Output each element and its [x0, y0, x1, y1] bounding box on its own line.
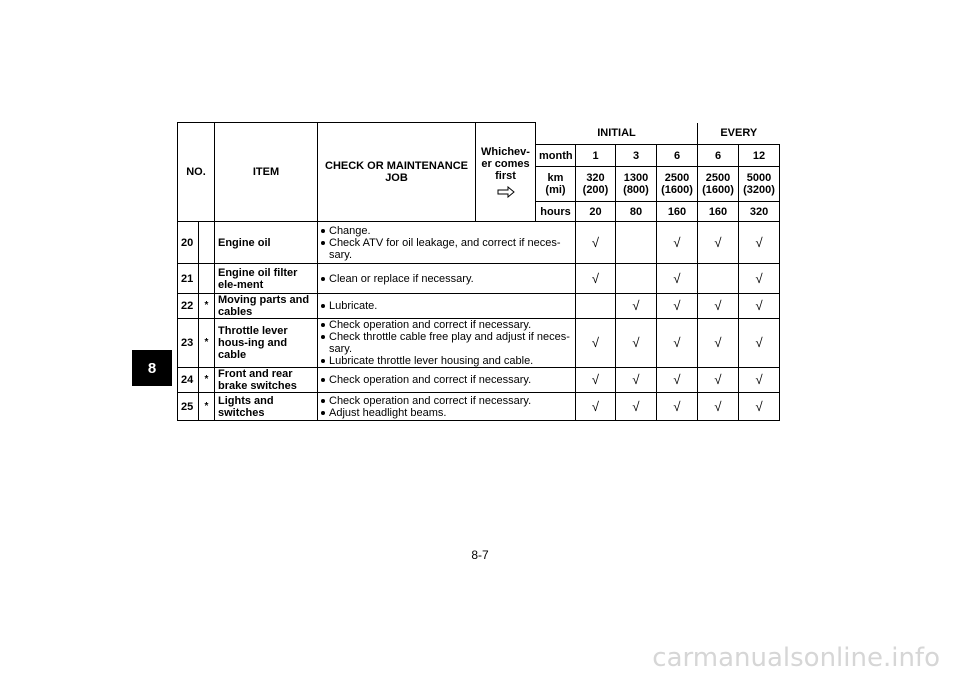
header-month-5: 12: [739, 145, 780, 167]
check-mark-cell: √: [739, 264, 780, 294]
check-mark-cell: √: [576, 319, 616, 368]
check-mark-cell: √: [698, 222, 739, 264]
header-hours-5: 320: [739, 202, 780, 222]
header-month-3: 6: [657, 145, 698, 167]
row-dealer-mark: *: [199, 294, 215, 319]
header-every: EVERY: [698, 123, 780, 145]
job-list: [321, 374, 572, 386]
job-list-item: Check operation and correct if necessary.: [321, 319, 572, 331]
check-mark-cell: √: [657, 294, 698, 319]
header-month-1: 1: [576, 145, 616, 167]
check-mark-cell: √: [657, 368, 698, 393]
header-km-1: 320 (200): [576, 167, 616, 202]
job-list-item: Check operation and correct if necessary.: [321, 374, 572, 386]
job-list: [321, 319, 572, 367]
job-list-item: Lubricate.: [321, 300, 572, 312]
row-number: 23: [178, 319, 199, 368]
check-mark-cell: √: [698, 393, 739, 421]
header-km-3: 2500 (1600): [657, 167, 698, 202]
table-row: [178, 294, 780, 319]
row-number: 22: [178, 294, 199, 319]
header-job: CHECK OR MAINTENANCE JOB: [318, 123, 476, 222]
row-job: [318, 319, 576, 368]
header-month-label: month: [536, 145, 576, 167]
check-mark-cell: √: [739, 294, 780, 319]
header-km-2: 1300 (800): [616, 167, 657, 202]
row-item: Lights and switches: [215, 393, 318, 421]
check-mark-cell: √: [576, 368, 616, 393]
row-number: 24: [178, 368, 199, 393]
row-job: [318, 294, 576, 319]
row-item: Moving parts and cables: [215, 294, 318, 319]
job-list: [321, 395, 572, 419]
check-mark-cell: √: [698, 319, 739, 368]
check-mark-cell: √: [739, 393, 780, 421]
job-list-item: Check operation and correct if necessary.: [321, 395, 572, 407]
header-km-4: 2500 (1600): [698, 167, 739, 202]
header-no: NO.: [178, 123, 215, 222]
header-hours-2: 80: [616, 202, 657, 222]
row-number: 25: [178, 393, 199, 421]
job-list: [321, 225, 572, 261]
table-row: [178, 393, 780, 421]
row-dealer-mark: *: [199, 319, 215, 368]
row-number: 21: [178, 264, 199, 294]
check-mark-cell: √: [657, 264, 698, 294]
maintenance-schedule-table: [177, 122, 780, 421]
check-mark-cell: [616, 264, 657, 294]
header-month-2: 3: [616, 145, 657, 167]
header-hours-4: 160: [698, 202, 739, 222]
table-row: [178, 319, 780, 368]
check-mark-cell: √: [616, 319, 657, 368]
watermark: carmanualsonline.info: [652, 643, 940, 673]
check-mark-cell: √: [657, 222, 698, 264]
row-item: Throttle lever hous-ing and cable: [215, 319, 318, 368]
header-whichever: [476, 123, 536, 222]
row-item: Engine oil filter ele-ment: [215, 264, 318, 294]
row-dealer-mark: [199, 264, 215, 294]
job-list: [321, 300, 572, 312]
header-km-label: km (mi): [536, 167, 576, 202]
table-row: [178, 222, 780, 264]
header-km-5: 5000 (3200): [739, 167, 780, 202]
row-dealer-mark: [199, 222, 215, 264]
check-mark-cell: [616, 222, 657, 264]
check-mark-cell: √: [576, 222, 616, 264]
row-dealer-mark: *: [199, 393, 215, 421]
row-dealer-mark: *: [199, 368, 215, 393]
row-item: Front and rear brake switches: [215, 368, 318, 393]
row-job: [318, 368, 576, 393]
arrow-right-icon: [497, 186, 515, 198]
check-mark-cell: √: [576, 393, 616, 421]
page-number: 8-7: [471, 548, 489, 562]
job-list-item: Change.: [321, 225, 572, 237]
job-list-item: Adjust headlight beams.: [321, 407, 572, 419]
table-row: [178, 368, 780, 393]
row-job: [318, 393, 576, 421]
row-item: Engine oil: [215, 222, 318, 264]
check-mark-cell: [576, 294, 616, 319]
job-list: [321, 273, 572, 285]
header-hours-label: hours: [536, 202, 576, 222]
check-mark-cell: √: [739, 319, 780, 368]
header-item: ITEM: [215, 123, 318, 222]
check-mark-cell: √: [698, 294, 739, 319]
row-number: 20: [178, 222, 199, 264]
check-mark-cell: √: [616, 393, 657, 421]
row-job: [318, 222, 576, 264]
job-list-item: Check ATV for oil leakage, and correct if neces-sary.: [321, 237, 572, 261]
header-month-4: 6: [698, 145, 739, 167]
check-mark-cell: √: [616, 294, 657, 319]
check-mark-cell: √: [657, 319, 698, 368]
header-whichever-text: Whichev-er comes first: [481, 146, 530, 182]
header-initial: INITIAL: [536, 123, 698, 145]
check-mark-cell: √: [698, 368, 739, 393]
schedule-body: [178, 222, 780, 421]
check-mark-cell: √: [739, 368, 780, 393]
check-mark-cell: [698, 264, 739, 294]
header-hours-1: 20: [576, 202, 616, 222]
chapter-tab: 8: [132, 350, 172, 386]
table-row: [178, 264, 780, 294]
check-mark-cell: √: [739, 222, 780, 264]
row-job: [318, 264, 576, 294]
job-list-item: Clean or replace if necessary.: [321, 273, 572, 285]
check-mark-cell: √: [616, 368, 657, 393]
job-list-item: Lubricate throttle lever housing and cable.: [321, 355, 572, 367]
job-list-item: Check throttle cable free play and adjust if neces-sary.: [321, 331, 572, 355]
header-hours-3: 160: [657, 202, 698, 222]
check-mark-cell: √: [657, 393, 698, 421]
check-mark-cell: √: [576, 264, 616, 294]
